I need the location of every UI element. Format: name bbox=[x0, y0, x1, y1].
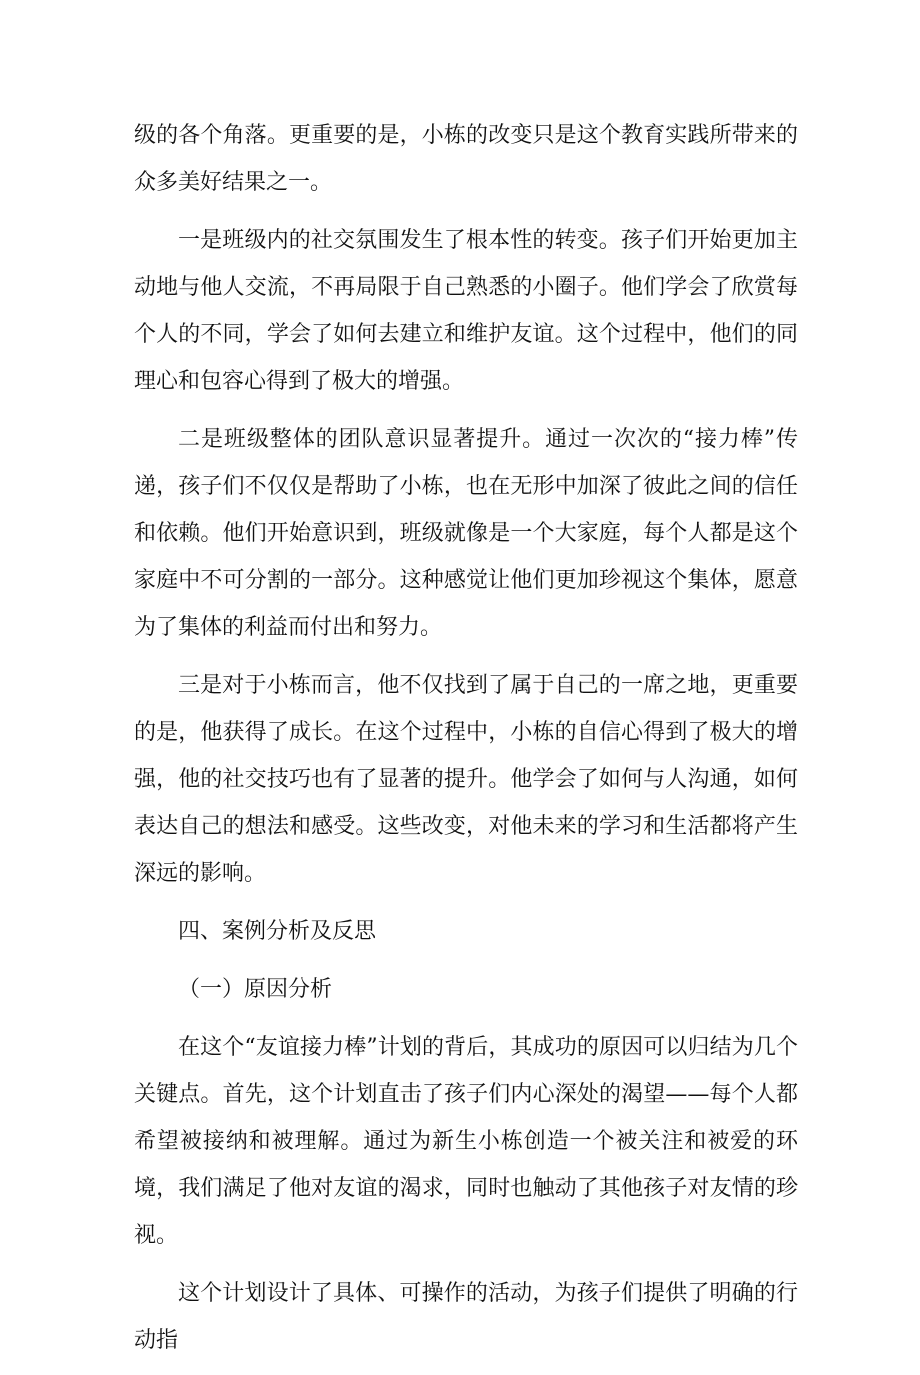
paragraph-activity-design: 这个计划设计了具体、可操作的活动，为孩子们提供了明确的行动指 bbox=[134, 1281, 798, 1353]
paragraph-team-awareness: 二是班级整体的团队意识显著提升。通过一次次的“接力棒”传递，孩子们不仅仅是帮助了小栋，也在无形中加深了彼此之间的信任和依赖。他们开始意识到，班级就像是一个大家庭，每个人都是这个家庭中不可分割的一部分。这种感觉让他们更加珍视这个集体，愿意为了集体的利益而付出和努力。 bbox=[134, 427, 798, 640]
subsection-heading: （一）原因分析 bbox=[178, 977, 333, 1002]
paragraph-personal-growth: 三是对于小栋而言，他不仅找到了属于自己的一席之地，更重要的是，他获得了成长。在这个过程中，小栋的自信心得到了极大的增强，他的社交技巧也有了显著的提升。他学会了如何与人沟通，如何表达自己的想法和感受。这些改变，对他未来的学习和生活都将产生深远的影响。 bbox=[134, 673, 798, 886]
paragraph-continuation: 级的各个角落。更重要的是，小栋的改变只是这个教育实践所带来的众多美好结果之一。 bbox=[134, 123, 798, 195]
section-heading: 四、案例分析及反思 bbox=[178, 919, 377, 944]
paragraph-cause-analysis: 在这个“友谊接力棒”计划的背后，其成功的原因可以归结为几个关键点。首先，这个计划直击了孩子们内心深处的渴望——每个人都希望被接纳和被理解。通过为新生小栋创造一个被关注和被爱的环境，我们满足了他对友谊的渴求，同时也触动了其他孩子对友情的珍视。 bbox=[134, 1035, 798, 1248]
paragraph-social-atmosphere: 一是班级内的社交氛围发生了根本性的转变。孩子们开始更加主动地与他人交流，不再局限于自己熟悉的小圈子。他们学会了欣赏每个人的不同，学会了如何去建立和维护友谊。这个过程中，他们的同理心和包容心得到了极大的增强。 bbox=[134, 228, 798, 394]
document-body bbox=[134, 112, 798, 1375]
